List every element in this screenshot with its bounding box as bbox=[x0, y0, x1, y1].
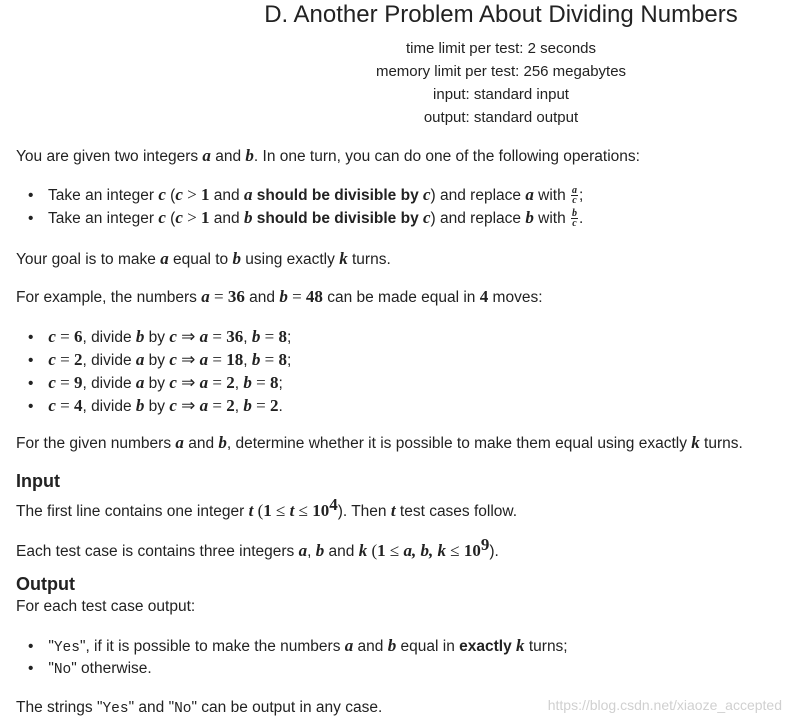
list-item bbox=[16, 183, 583, 206]
text: " otherwise. bbox=[71, 660, 152, 677]
text: , divide bbox=[82, 329, 136, 346]
bold-text: should be divisible by bbox=[252, 187, 423, 204]
math-num: 36 bbox=[227, 287, 245, 306]
text: . In one turn, you can do one of the following operations: bbox=[253, 148, 640, 165]
text: by bbox=[144, 375, 170, 392]
output-list bbox=[16, 634, 568, 680]
text: ( bbox=[165, 187, 176, 204]
math-num: 1 bbox=[377, 541, 386, 561]
code-text: Yes bbox=[102, 701, 129, 717]
math-var: c bbox=[169, 396, 177, 415]
input-line-2 bbox=[16, 534, 499, 563]
math-num: 1 bbox=[263, 501, 272, 521]
math-var: c bbox=[169, 327, 177, 346]
text: turns. bbox=[699, 435, 743, 452]
math-op: = bbox=[260, 327, 279, 346]
math-var: a bbox=[175, 433, 184, 452]
fraction-numerator: a bbox=[572, 185, 578, 197]
math-var: b bbox=[218, 433, 227, 452]
math-var: b bbox=[245, 146, 254, 165]
math-var: b bbox=[243, 208, 253, 227]
math-var: a bbox=[135, 373, 145, 392]
text: turns; bbox=[524, 638, 568, 655]
text: ). bbox=[489, 543, 499, 561]
math-var: c bbox=[48, 350, 56, 369]
math-num: 2 bbox=[73, 350, 83, 369]
math-op: ( bbox=[253, 501, 264, 521]
math-var: c bbox=[423, 208, 431, 227]
text: ) and replace bbox=[430, 210, 526, 227]
math-num: 2 bbox=[269, 396, 279, 415]
watermark: https://blog.csdn.net/xiaoze_accepted bbox=[547, 697, 782, 713]
text: moves: bbox=[488, 289, 543, 306]
math-var: a bbox=[135, 350, 145, 369]
text: ; bbox=[286, 352, 292, 369]
text: ) and replace bbox=[430, 187, 526, 204]
text: , determine whether it is possible to make them equal using exactly bbox=[226, 435, 692, 452]
math-var: b bbox=[243, 373, 252, 392]
text: , bbox=[243, 329, 252, 346]
math-op: = bbox=[209, 287, 228, 306]
math-var: c bbox=[175, 185, 183, 204]
math-num: 8 bbox=[278, 327, 287, 346]
list-item bbox=[16, 206, 583, 229]
text: by bbox=[144, 398, 170, 415]
math-var: a bbox=[202, 146, 211, 165]
math-num: 8 bbox=[278, 350, 287, 369]
fraction bbox=[571, 186, 578, 205]
math-var: c bbox=[175, 208, 183, 227]
math-var: k bbox=[358, 541, 368, 561]
fraction-numerator: b bbox=[572, 208, 578, 220]
list-item bbox=[16, 371, 291, 394]
math-op: ⇒ bbox=[176, 350, 200, 369]
fraction bbox=[571, 209, 578, 228]
text: ; bbox=[278, 375, 283, 392]
math-num: 4 bbox=[73, 396, 83, 415]
text: " and " bbox=[128, 699, 175, 716]
bold-text: exactly bbox=[459, 638, 512, 655]
text: The first line contains one integer bbox=[16, 503, 249, 521]
output-spec: output: standard output bbox=[423, 109, 579, 126]
text: ; bbox=[579, 187, 584, 204]
text: and bbox=[183, 435, 219, 452]
text: equal to bbox=[168, 251, 233, 268]
math-op: = bbox=[251, 396, 270, 415]
input-line-1 bbox=[16, 494, 517, 523]
math-var: b bbox=[525, 208, 534, 227]
text: and bbox=[210, 148, 246, 165]
text: , bbox=[234, 375, 244, 392]
text: You are given two integers bbox=[16, 148, 203, 165]
math-op: = bbox=[55, 396, 74, 415]
math-var: k bbox=[516, 636, 525, 655]
text: and bbox=[209, 210, 244, 227]
text: . bbox=[278, 398, 283, 415]
problem-title: D. Another Problem About Dividing Numbers bbox=[264, 1, 738, 28]
math-var: c bbox=[423, 185, 431, 204]
math-num: 4 bbox=[479, 287, 489, 306]
math-var: c bbox=[158, 185, 166, 204]
text: " bbox=[48, 638, 54, 655]
text: Take an integer bbox=[48, 210, 159, 227]
math-op: = bbox=[55, 373, 74, 392]
math-num: 6 bbox=[73, 327, 83, 346]
math-op: = bbox=[55, 327, 74, 346]
math-op: = bbox=[260, 350, 279, 369]
math-op: ≤ bbox=[445, 541, 464, 561]
list-item bbox=[16, 394, 291, 417]
list-item bbox=[16, 325, 291, 348]
text: with bbox=[533, 210, 571, 227]
text: equal in bbox=[396, 638, 460, 655]
text: , bbox=[234, 398, 244, 415]
math-op: ⇒ bbox=[176, 396, 200, 415]
text: , bbox=[307, 543, 316, 561]
math-op: = bbox=[287, 287, 306, 306]
math-op: ⇒ bbox=[176, 373, 200, 392]
memory-limit: memory limit per test: 256 megabytes bbox=[375, 63, 627, 80]
math-var: b bbox=[279, 287, 288, 306]
text: The strings " bbox=[16, 699, 103, 716]
math-var: c bbox=[48, 373, 56, 392]
math-var: a bbox=[199, 396, 209, 415]
text: and bbox=[244, 289, 280, 306]
math-var: k bbox=[691, 433, 700, 452]
text: , divide bbox=[82, 398, 136, 415]
math-var: b bbox=[135, 327, 145, 346]
math-var: a bbox=[525, 185, 534, 204]
math-num: 48 bbox=[305, 287, 323, 306]
math-var: b bbox=[251, 350, 261, 369]
math-op: = bbox=[55, 350, 74, 369]
text: For the given numbers bbox=[16, 435, 176, 452]
output-heading: Output bbox=[16, 574, 75, 594]
text: . bbox=[579, 210, 584, 227]
math-op: = bbox=[251, 373, 270, 392]
math-var: b bbox=[387, 636, 397, 655]
math-num: 1 bbox=[200, 185, 210, 204]
text: by bbox=[144, 329, 170, 346]
code-text: No bbox=[53, 662, 72, 678]
text: test cases follow. bbox=[395, 503, 518, 521]
math-op: > bbox=[182, 208, 201, 227]
math-var: t bbox=[289, 501, 295, 521]
math-var: c bbox=[158, 208, 166, 227]
text: , divide bbox=[82, 352, 136, 369]
math-var: a, b, k bbox=[403, 541, 446, 561]
operations-list bbox=[16, 183, 583, 229]
math-op: ≤ bbox=[294, 501, 313, 521]
math-var: t bbox=[390, 501, 396, 521]
text: " can be output in any case. bbox=[191, 699, 383, 716]
math-var: k bbox=[339, 249, 348, 268]
math-var: a bbox=[243, 185, 253, 204]
math-var: a bbox=[201, 287, 210, 306]
text: and bbox=[324, 543, 359, 561]
math-num: 10 bbox=[463, 541, 481, 561]
math-var: c bbox=[169, 373, 177, 392]
text: by bbox=[144, 352, 170, 369]
math-num: 36 bbox=[226, 327, 244, 346]
math-op: ( bbox=[367, 541, 378, 561]
math-op: ≤ bbox=[385, 541, 404, 561]
math-op: ≤ bbox=[271, 501, 290, 521]
text: Take an integer bbox=[48, 187, 159, 204]
text: can be made equal in bbox=[322, 289, 480, 306]
text: ). Then bbox=[337, 503, 391, 521]
moves-list bbox=[16, 325, 291, 417]
math-op: = bbox=[208, 396, 227, 415]
math-var: a bbox=[199, 350, 209, 369]
text: ( bbox=[165, 210, 176, 227]
question-paragraph bbox=[16, 432, 743, 455]
code-text: Yes bbox=[53, 640, 80, 656]
list-item bbox=[16, 634, 568, 657]
math-var: b bbox=[135, 396, 145, 415]
text: ", if it is possible to make the numbers bbox=[79, 638, 345, 655]
output-line-1: For each test case output: bbox=[16, 598, 196, 615]
math-var: a bbox=[160, 249, 169, 268]
intro-paragraph bbox=[16, 145, 640, 168]
text: using exactly bbox=[240, 251, 340, 268]
math-var: t bbox=[248, 501, 254, 521]
math-var: c bbox=[169, 350, 177, 369]
math-num: 2 bbox=[226, 396, 235, 415]
list-item bbox=[16, 657, 568, 680]
goal-paragraph bbox=[16, 248, 391, 271]
fraction-denominator: c bbox=[572, 195, 577, 207]
math-var: a bbox=[199, 327, 209, 346]
text: and bbox=[353, 638, 388, 655]
list-item bbox=[16, 348, 291, 371]
text: ; bbox=[286, 329, 292, 346]
code-text: No bbox=[174, 701, 192, 717]
bold-text: should be divisible by bbox=[252, 210, 423, 227]
math-num: 10 bbox=[312, 501, 330, 521]
output-note bbox=[16, 697, 382, 720]
math-op: = bbox=[208, 373, 227, 392]
math-num: 1 bbox=[200, 208, 210, 227]
math-op: > bbox=[182, 185, 201, 204]
input-spec: input: standard input bbox=[433, 86, 569, 103]
math-var: b bbox=[315, 541, 325, 561]
math-num: 9 bbox=[73, 373, 83, 392]
math-var: c bbox=[48, 396, 56, 415]
input-heading: Input bbox=[16, 471, 60, 491]
text: For example, the numbers bbox=[16, 289, 202, 306]
text: turns. bbox=[347, 251, 391, 268]
math-op: = bbox=[208, 350, 227, 369]
text: Your goal is to make bbox=[16, 251, 161, 268]
text: , bbox=[243, 352, 252, 369]
text: and bbox=[209, 187, 244, 204]
math-var: b bbox=[243, 396, 252, 415]
math-exponent: 4 bbox=[329, 495, 338, 514]
math-var: a bbox=[298, 541, 308, 561]
text: " bbox=[48, 660, 54, 677]
text: with bbox=[533, 187, 571, 204]
fraction-denominator: c bbox=[572, 218, 577, 230]
text: , divide bbox=[82, 375, 136, 392]
math-op: = bbox=[208, 327, 227, 346]
math-var: a bbox=[199, 373, 209, 392]
math-var: b bbox=[251, 327, 261, 346]
math-exponent: 9 bbox=[480, 535, 490, 554]
text: Each test case is contains three integers bbox=[16, 543, 299, 561]
math-num: 8 bbox=[269, 373, 279, 392]
math-var: b bbox=[232, 249, 241, 268]
math-var: a bbox=[344, 636, 354, 655]
math-var: c bbox=[48, 327, 56, 346]
math-num: 2 bbox=[226, 373, 235, 392]
math-num: 18 bbox=[226, 350, 244, 369]
example-paragraph bbox=[16, 286, 543, 309]
math-op: ⇒ bbox=[176, 327, 200, 346]
time-limit: time limit per test: 2 seconds bbox=[405, 40, 597, 57]
